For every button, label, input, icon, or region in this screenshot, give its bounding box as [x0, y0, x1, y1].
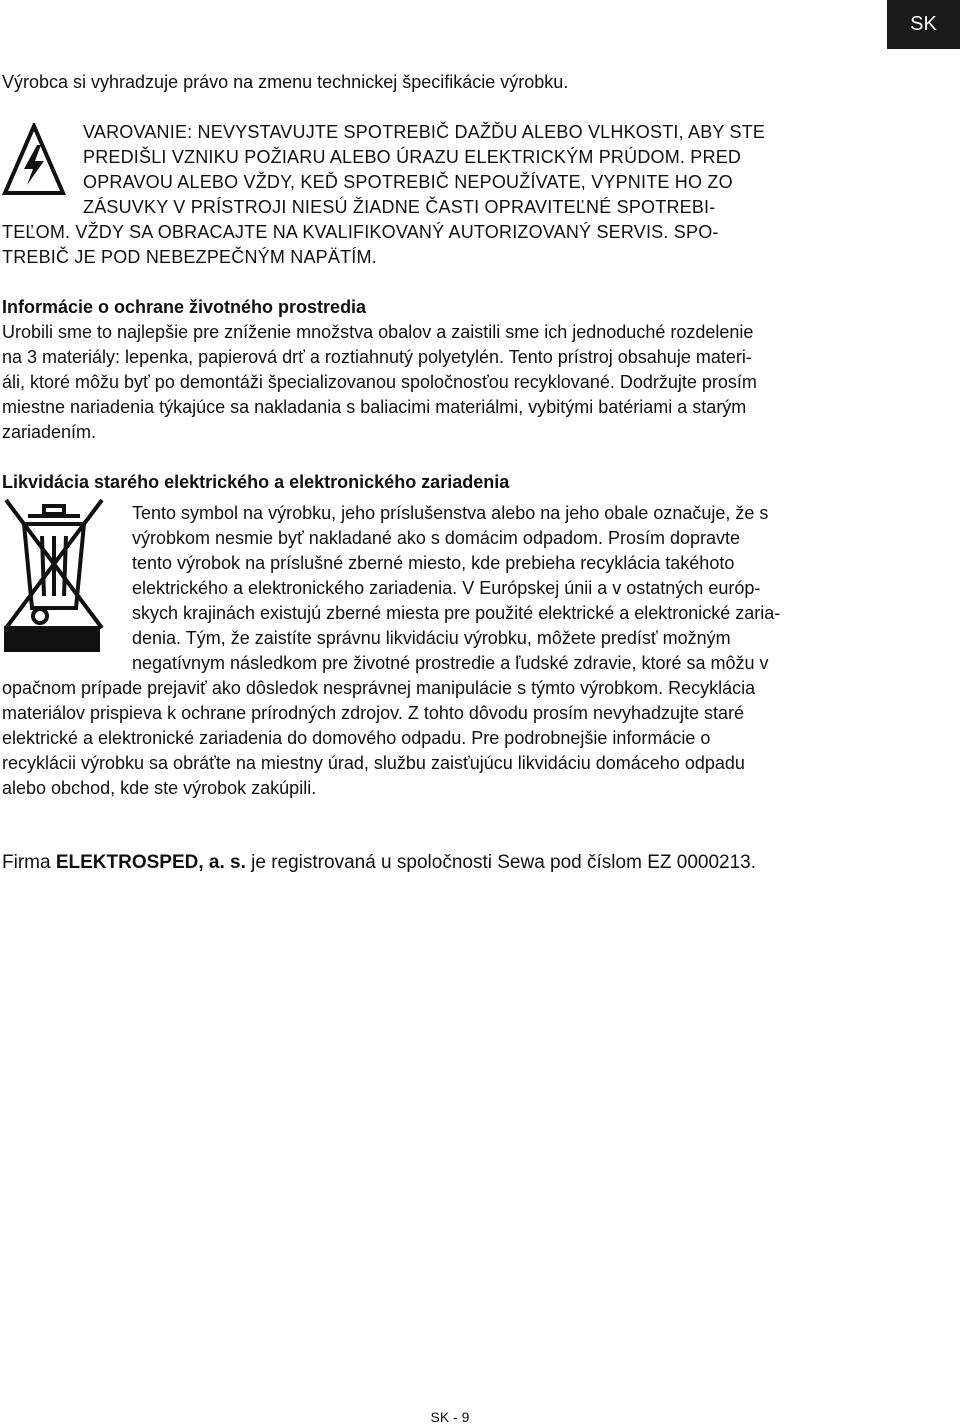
disposal-heading: Likvidácia starého elektrického a elektronického zariadenia	[2, 472, 510, 492]
lightning-warning-triangle-icon	[2, 123, 66, 197]
disposal-line: denia. Tým, že zaistíte správnu likvidáciu výrobku, môžete predísť možným	[132, 628, 731, 648]
company-name: ELEKTROSPED, a. s.	[55, 852, 246, 873]
disposal-line: Tento symbol na výrobku, jeho príslušenstva alebo na jeho obale označuje, že s	[132, 503, 769, 523]
disposal-line: elektrického a elektronického zariadenia. V Európskej únii a v ostatných európ-	[132, 578, 761, 598]
disposal-line: tento výrobok na príslušné zberné miesto, kde prebieha recyklácia takéhoto	[132, 553, 735, 573]
environment-heading: Informácie o ochrane životného prostredia	[2, 297, 367, 317]
environment-line: zariadením.	[2, 422, 97, 442]
warning-line: OPRAVOU ALEBO VŽDY, KEĎ SPOTREBIČ NEPOUŽÍVATE, VYPNITE HO ZO	[83, 172, 733, 192]
disposal-line: opačnom prípade prejaviť ako dôsledok nesprávnej manipulácie s týmto výrobkom. Recyklácia	[2, 678, 756, 698]
disposal-line: materiálov prispieva k ochrane prírodných zdrojov. Z tohto dôvodu prosím nevyhadzujte staré	[2, 703, 745, 723]
language-tab: SK	[887, 0, 960, 49]
environment-line: na 3 materiály: lepenka, papierová drť a roztiahnutý polyetylén. Tento prístroj obsahuje materi-	[2, 347, 752, 367]
warning-line: ZÁSUVKY V PRÍSTROJI NIESÚ ŽIADNE ČASTI OPRAVITEĽNÉ SPOTREBI-	[83, 197, 716, 217]
environment-line: Urobili sme to najlepšie pre zníženie množstva obalov a zaistili sme ich jednoduché rozdelenie	[2, 322, 754, 342]
registration-text	[2, 851, 756, 875]
warning-line: VAROVANIE: NEVYSTAVUJTE SPOTREBIČ DAŽĎU ALEBO VLHKOSTI, ABY STE	[83, 122, 766, 142]
disposal-line: recyklácii výrobku sa obráťte na miestny úrad, službu zaisťujúcu likvidáciu domáceho odpadu	[2, 753, 745, 773]
page-number: SK - 9	[430, 1409, 470, 1425]
warning-line: TEĽOM. VŽDY SA OBRACAJTE NA KVALIFIKOVANÝ AUTORIZOVANÝ SERVIS. SPO-	[2, 222, 719, 242]
crossed-out-wheelie-bin-icon	[2, 496, 106, 656]
disposal-line: skych krajinách existujú zberné miesta pre použité elektrické a elektronické zaria-	[132, 603, 781, 623]
intro-text: Výrobca si vyhradzuje právo na zmenu technickej špecifikácie výrobku.	[2, 72, 569, 92]
disposal-line: elektrické a elektronické zariadenia do domového odpadu. Pre podrobnejšie informácie o	[2, 728, 711, 748]
registration-prefix: Firma	[2, 852, 56, 873]
disposal-line: alebo obchod, kde ste výrobok zakúpili.	[2, 778, 317, 798]
environment-line: áli, ktoré môžu byť po demontáži špecializovanou spoločnosťou recyklované. Dodržujte prosím	[2, 372, 757, 392]
environment-line: miestne nariadenia týkajúce sa nakladania s baliacimi materiálmi, vybitými batériami a starým	[2, 397, 747, 417]
warning-line: PREDIŠLI VZNIKU POŽIARU ALEBO ÚRAZU ELEKTRICKÝM PRÚDOM. PRED	[83, 147, 742, 167]
disposal-line: negatívnym následkom pre životné prostredie a ľudské zdravie, ktoré sa môžu v	[132, 653, 769, 673]
warning-line: TREBIČ JE POD NEBEZPEČNÝM NAPÄTÍM.	[2, 247, 377, 267]
registration-suffix: je registrovaná u spoločnosti Sewa pod číslom EZ 0000213.	[245, 852, 756, 873]
disposal-line: výrobkom nesmie byť nakladané ako s domácim odpadom. Prosím dopravte	[132, 528, 741, 548]
